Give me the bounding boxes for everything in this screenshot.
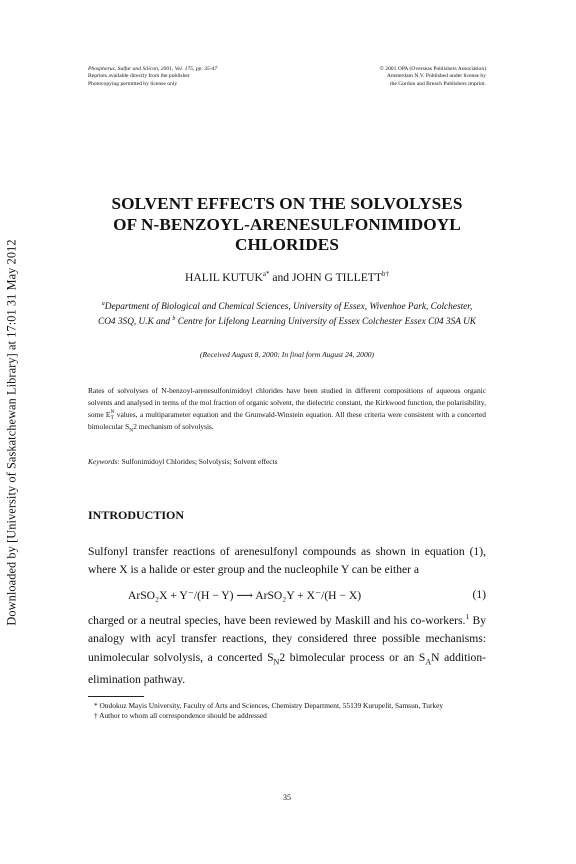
footnote-1: * Ondokuz Mayis University, Faculty of Arts and Sciences, Chemistry Department, 55139 Kurupelit, Samsun, Turkey bbox=[94, 700, 444, 710]
abstract-part-1: Rates of solvolyses of N-benzoyl-arenesulfonimidoyl chlorides have been studied in different compositions of aqueous organic solvents and analysed in terms of the mol fraction of organic solvent, the dielectric constant, the Kirkwood function, the polarisibility, some E bbox=[88, 386, 486, 420]
equation-text: ArSO₂X + Y⁻/(H − Y) ⟶ ArSO₂Y + X⁻/(H − X) bbox=[128, 588, 362, 602]
title-line-3: CHLORIDES bbox=[234, 235, 340, 255]
affil-marker-a: a bbox=[101, 300, 105, 307]
paragraph-2-part-1: charged or a neutral species, have been reviewed by Maskill and his co-workers. bbox=[88, 613, 466, 627]
sn2-subscript: N bbox=[273, 656, 280, 666]
keywords bbox=[88, 457, 486, 466]
san-subscript: A bbox=[425, 656, 432, 666]
title-line-1: SOLVENT EFFECTS ON THE SOLVOLYSES bbox=[111, 194, 463, 214]
reprints-note: Reprints available directly from the publisher bbox=[88, 73, 190, 80]
affiliations bbox=[88, 298, 486, 328]
paragraph-2-part-4: N addition-elimination pathway. bbox=[88, 650, 486, 687]
footnote-2: † Author to whom all correspondence should be addressed bbox=[94, 710, 267, 720]
author-1-marker: a* bbox=[262, 270, 270, 278]
author-conjunction: and bbox=[272, 270, 290, 284]
et-superscript: N bbox=[110, 409, 115, 416]
keywords-text: Sulfonimidoyl Chlorides; Solvolysis; Solvent effects bbox=[121, 456, 278, 466]
journal-header-left bbox=[88, 66, 217, 88]
paragraph-2 bbox=[88, 608, 486, 690]
imprint-line: the Gordon and Breach Publishers imprint. bbox=[389, 80, 486, 87]
footnote-rule bbox=[88, 696, 144, 697]
author-2: JOHN G TILLETT bbox=[292, 270, 382, 284]
download-watermark-text: Downloaded by [University of Saskatchewan Library] at 17:01 31 May 2012 bbox=[4, 238, 19, 626]
paper-page bbox=[88, 66, 486, 802]
paragraph-2-part-2: By analogy with acyl transfer reactions, they considered three possible mechanisms: unimolecular solvolysis, a concerted S bbox=[88, 613, 486, 664]
journal-citation: Phosphorus, Sulfur and Silicon, 2001, Vol. 175, pp. 35-47 bbox=[88, 66, 218, 72]
journal-header bbox=[88, 66, 486, 88]
author-list bbox=[88, 270, 486, 284]
author-2-marker: b† bbox=[381, 270, 389, 278]
affiliation-a: Department of Biological and Chemical Sciences, University of Essex, Wivenhoe Park, Colchester, CO4 3SQ, U.K and bbox=[98, 301, 473, 328]
author-1: HALIL KUTUK bbox=[185, 270, 263, 284]
abstract-part-2: values, a multiparameter equation and the Grunwald-Winstein equation. All these criteria were consistent with a concerted bimolecular S bbox=[88, 410, 486, 432]
download-watermark bbox=[0, 0, 24, 864]
sn-subscript: N bbox=[129, 427, 134, 434]
paragraph-1: Sulfonyl transfer reactions of arenesulfonyl compounds as shown in equation (1), where X is a halide or ester group and the nucleophile Y can be either a bbox=[88, 544, 486, 577]
abstract bbox=[88, 385, 486, 437]
journal-header-right bbox=[380, 66, 486, 88]
paper-title bbox=[88, 194, 486, 256]
license-line: Amsterdam N.V. Published under license by bbox=[386, 73, 486, 80]
et-subscript: T bbox=[110, 415, 114, 422]
section-heading: INTRODUCTION bbox=[88, 507, 185, 522]
affiliation-b: Centre for Lifelong Learning University of Essex Colchester Essex C04 3SA UK bbox=[177, 317, 476, 328]
page-number: 35 bbox=[283, 793, 291, 802]
received-dates: (Received August 8, 2000; In final form August 24, 2000) bbox=[199, 350, 375, 360]
equation-number: (1) bbox=[472, 587, 486, 601]
photocopy-note: Photocopying permitted by license only bbox=[88, 80, 178, 87]
keywords-label: Keywords: bbox=[88, 456, 120, 466]
equation-1 bbox=[88, 588, 486, 602]
title-line-2: OF N-BENZOYL-ARENESULFONIMIDOYL bbox=[113, 214, 461, 234]
abstract-part-3: 2 mechanism of solvolysis. bbox=[133, 422, 214, 432]
copyright-line: © 2001 OPA (Overseas Publishers Association) bbox=[379, 66, 486, 72]
affil-marker-b: b bbox=[172, 315, 176, 322]
paragraph-2-part-3: 2 bimolecular process or an S bbox=[279, 650, 426, 664]
footnotes bbox=[88, 701, 486, 721]
reference-marker: 1 bbox=[465, 611, 470, 621]
